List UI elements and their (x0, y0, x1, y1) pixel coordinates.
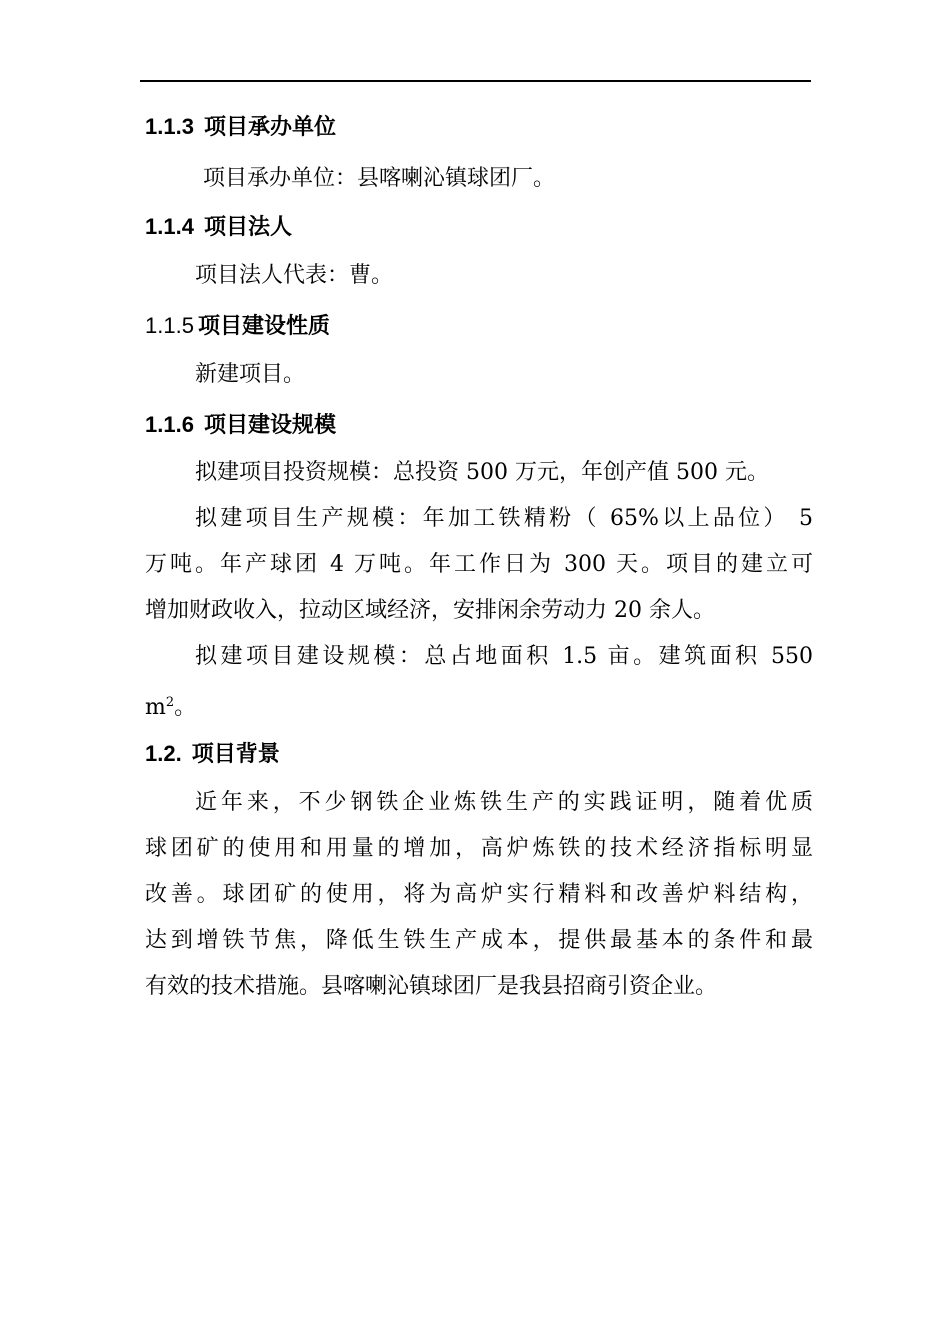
paragraph-legal-person: 项目法人代表：曹。 (195, 263, 394, 288)
paragraph-undertaker: 项目承办单位：县喀喇沁镇球团厂。 (203, 166, 556, 191)
paragraph-line: 万吨。年产球团 4 万吨。年工作日为 300 天。项目的建立可 (145, 552, 813, 577)
paragraph-line: 改善。球团矿的使用，将为高炉实行精料和改善炉料结构， (145, 882, 813, 907)
header-rule (140, 80, 811, 82)
paragraph-line: 增加财政收入，拉动区域经济，安排闲余劳动力 20 余人。 (145, 598, 715, 623)
section-number: 1.1.3 (145, 114, 194, 139)
unit-superscript: 2 (165, 695, 175, 710)
paragraph-line (145, 680, 813, 726)
paragraph-line: 拟建项目投资规模：总投资 500 万元，年创产值 500 元。 (195, 460, 769, 485)
unit-m: m (145, 695, 166, 720)
section-number: 1.1.4 (145, 214, 194, 239)
section-heading-background (145, 739, 280, 769)
paragraph-line: 拟建项目建设规模：总占地面积 1.5 亩。建筑面积 550 (195, 644, 813, 669)
paragraph-nature: 新建项目。 (195, 362, 306, 387)
paragraph-background (145, 780, 813, 1010)
section-heading-scale (145, 410, 336, 440)
section-number: 1.2. (145, 741, 182, 766)
section-title: 项目建设性质 (197, 313, 330, 338)
section-title: 项目背景 (191, 741, 280, 766)
paragraph-line: 拟建项目生产规模：年加工铁精粉（ 65%以上品位） 5 (195, 506, 813, 531)
paragraph-line: 球团矿的使用和用量的增加，高炉炼铁的技术经济指标明显 (145, 836, 813, 861)
paragraph-line: 有效的技术措施。县喀喇沁镇球团厂是我县招商引资企业。 (145, 974, 718, 999)
paragraph-line: 达到增铁节焦，降低生铁生产成本，提供最基本的条件和最 (145, 928, 813, 953)
full-stop: 。 (174, 695, 197, 720)
paragraph-scale (145, 450, 813, 726)
section-title: 项目承办单位 (203, 114, 336, 139)
paragraph-line: 近年来，不少钢铁企业炼铁生产的实践证明，随着优质 (195, 790, 813, 815)
section-heading-legal-person (145, 212, 292, 242)
section-number: 1.1.6 (145, 412, 194, 437)
section-title: 项目法人 (203, 214, 292, 239)
section-number: 1.1.5 (145, 313, 194, 338)
section-heading-nature (145, 311, 330, 341)
section-heading-undertaker (145, 112, 336, 142)
section-title: 项目建设规模 (203, 412, 336, 437)
